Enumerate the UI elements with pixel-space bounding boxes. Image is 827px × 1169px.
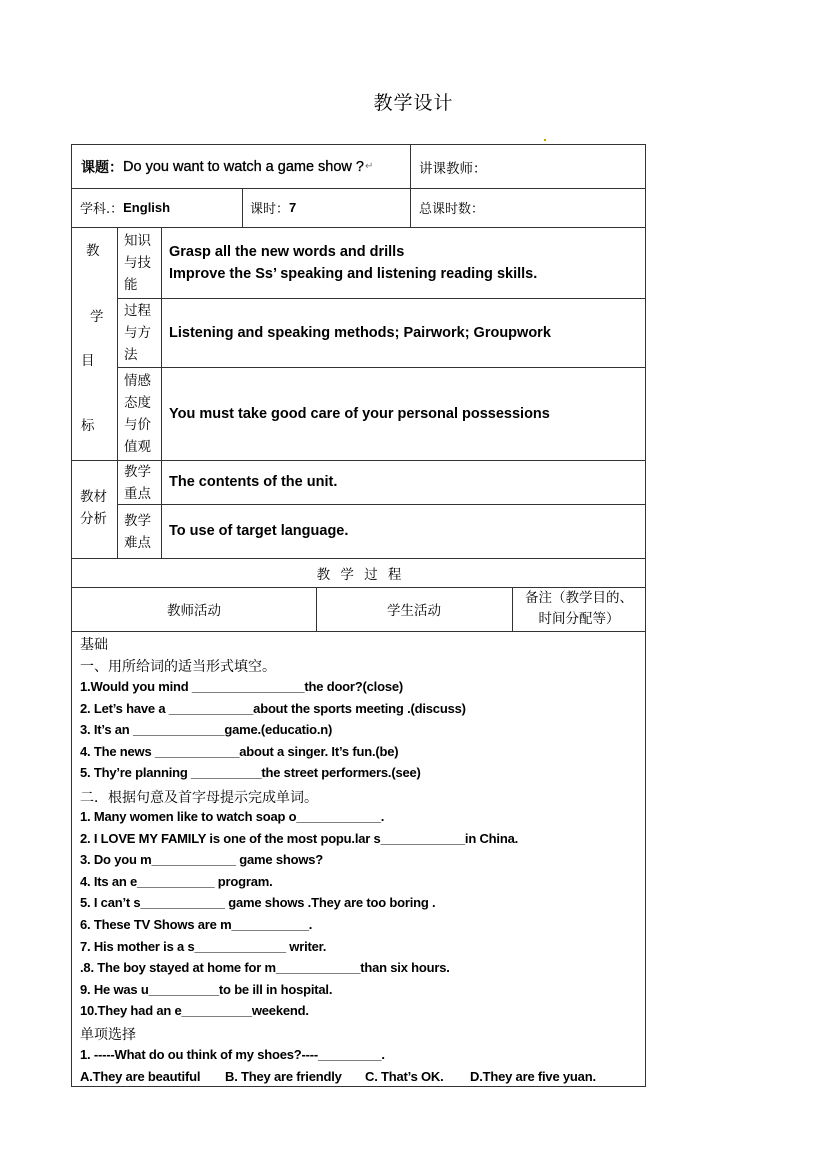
- exercise-item: 5. Thy’re planning __________the street performers.(see): [80, 765, 421, 780]
- topic-cell: [81, 145, 409, 188]
- difficult-points-content: [169, 504, 348, 558]
- exercise-item: 2. I LOVE MY FAMILY is one of the most popu.lar s____________in China.: [80, 831, 519, 846]
- lesson-plan-table: [71, 144, 646, 1087]
- objectives-group-char: 目: [81, 353, 95, 369]
- label-line: 法: [124, 347, 138, 363]
- label-line: 态度: [124, 395, 151, 411]
- exercise-item: 3. It’s an _____________game.(educatio.n): [80, 722, 333, 737]
- row-divider: [72, 631, 646, 632]
- exercise-item: 1.Would you mind ________________the door?(close): [80, 679, 404, 694]
- content-line: You must take good care of your personal possessions: [169, 405, 550, 422]
- label-line: 与价: [124, 417, 151, 433]
- label-line: 难点: [124, 535, 151, 551]
- mc-option-d: D.They are five yuan.: [470, 1069, 596, 1084]
- period-label: 课时：: [250, 202, 290, 217]
- label-line: 过程: [124, 303, 151, 319]
- subject-cell: [80, 188, 170, 227]
- exercise-item: 6. These TV Shows are m___________.: [80, 917, 313, 932]
- attitude-values-label: [124, 370, 151, 458]
- section-basic: 基础: [80, 637, 108, 653]
- col-divider: [410, 145, 411, 188]
- header-text: 教师活动: [167, 603, 221, 619]
- mc-option-a: A.They are beautiful: [80, 1069, 201, 1084]
- teacher-activity-header: [72, 587, 316, 631]
- exercise-item: .8. The boy stayed at home for m____________than six hours.: [80, 960, 450, 975]
- key-points-content: [169, 460, 337, 504]
- process-title: [72, 558, 646, 587]
- col-divider: [410, 188, 411, 227]
- content-line: Grasp all the new words and drills: [169, 244, 405, 260]
- key-points-label: [124, 461, 151, 505]
- exercise-item: 10.They had an e__________weekend.: [80, 1003, 309, 1018]
- label-line: 能: [124, 277, 138, 293]
- student-activity-header: [316, 587, 512, 631]
- row-divider: [72, 460, 646, 461]
- total-periods-label: 总课时数：: [419, 202, 485, 217]
- exercise-item: 2. Let’s have a ____________about the sports meeting .(discuss): [80, 701, 466, 716]
- content-text: The contents of the unit.: [169, 474, 338, 490]
- label-line: 情感: [124, 373, 151, 389]
- exercise-item: 4. The news ____________about a singer. It’s fun.(be): [80, 744, 399, 759]
- topic-label: 课题：: [81, 159, 123, 176]
- process-methods-label: [124, 300, 151, 366]
- label-line: 知识: [124, 233, 151, 249]
- exercise-item: 9. He was u__________to be ill in hospital.: [80, 982, 333, 997]
- process-title-text: 教 学 过 程: [316, 566, 402, 583]
- notes-header: [512, 588, 646, 630]
- period-cell: [250, 188, 296, 227]
- label-line: 与技: [124, 255, 151, 271]
- exercise-item: 7. His mother is a s_____________ writer.: [80, 939, 327, 954]
- header-text: 学生活动: [387, 603, 441, 619]
- exercise-item: 3. Do you m____________ game shows?: [80, 852, 324, 867]
- decorative-dot: [544, 139, 546, 141]
- col-divider: [161, 227, 162, 558]
- knowledge-skills-content: [169, 241, 537, 285]
- exercise-item: 1. Many women like to watch soap o____________.: [80, 809, 385, 824]
- process-methods-content: [169, 298, 551, 367]
- subject-value: English: [123, 200, 171, 215]
- objectives-group-char: 教: [86, 243, 100, 259]
- label-line: 值观: [124, 439, 151, 455]
- document-title: [0, 88, 827, 115]
- exercise-item: 4. Its an e___________ program.: [80, 874, 273, 889]
- knowledge-skills-label: [124, 230, 151, 296]
- col-divider: [117, 227, 118, 558]
- teacher-label: 讲课教师：: [419, 160, 487, 177]
- exercise-item: 5. I can’t s____________ game shows .They are too boring .: [80, 895, 436, 910]
- mc-option-c: C. That’s OK.: [365, 1069, 444, 1084]
- col-divider: [242, 188, 243, 227]
- part1-heading: 一、用所给词的适当形式填空。: [80, 659, 276, 675]
- subject-label: 学科.：: [80, 202, 124, 217]
- part2-heading: 二．根据句意及首字母提示完成单词。: [80, 790, 318, 806]
- teacher-cell: [419, 145, 487, 188]
- mc-question: 1. -----What do ou think of my shoes?----_________.: [80, 1047, 385, 1062]
- label-line: 教材: [80, 489, 107, 505]
- mc-option-b: B. They are friendly: [225, 1069, 342, 1084]
- label-line: 分析: [80, 511, 107, 527]
- content-line: Listening and speaking methods; Pairwork; Groupwork: [169, 324, 551, 341]
- attitude-values-content: [169, 367, 550, 460]
- header-line: 备注（教学目的、: [525, 590, 633, 606]
- total-periods-cell: [419, 188, 484, 227]
- row-divider: [72, 227, 646, 228]
- label-line: 教学: [124, 513, 151, 529]
- label-line: 重点: [124, 486, 151, 502]
- content-line: Improve the Ss’ speaking and listening reading skills.: [169, 266, 538, 282]
- objectives-group-char: 标: [81, 418, 95, 434]
- objectives-group-char: 学: [90, 309, 104, 325]
- period-value: 7: [289, 200, 297, 215]
- content-text: To use of target language.: [169, 523, 349, 539]
- document-title-text: 教学设计: [373, 92, 454, 114]
- header-line: 时间分配等）: [538, 611, 620, 627]
- part3-heading: 单项选择: [80, 1027, 136, 1043]
- difficult-points-label: [124, 510, 151, 554]
- label-line: 与方: [124, 325, 151, 341]
- label-line: 教学: [124, 464, 151, 480]
- topic-value: Do you want to watch a game show ?: [123, 158, 364, 175]
- paragraph-mark: ↵: [365, 161, 374, 172]
- analysis-group-label: [80, 486, 107, 530]
